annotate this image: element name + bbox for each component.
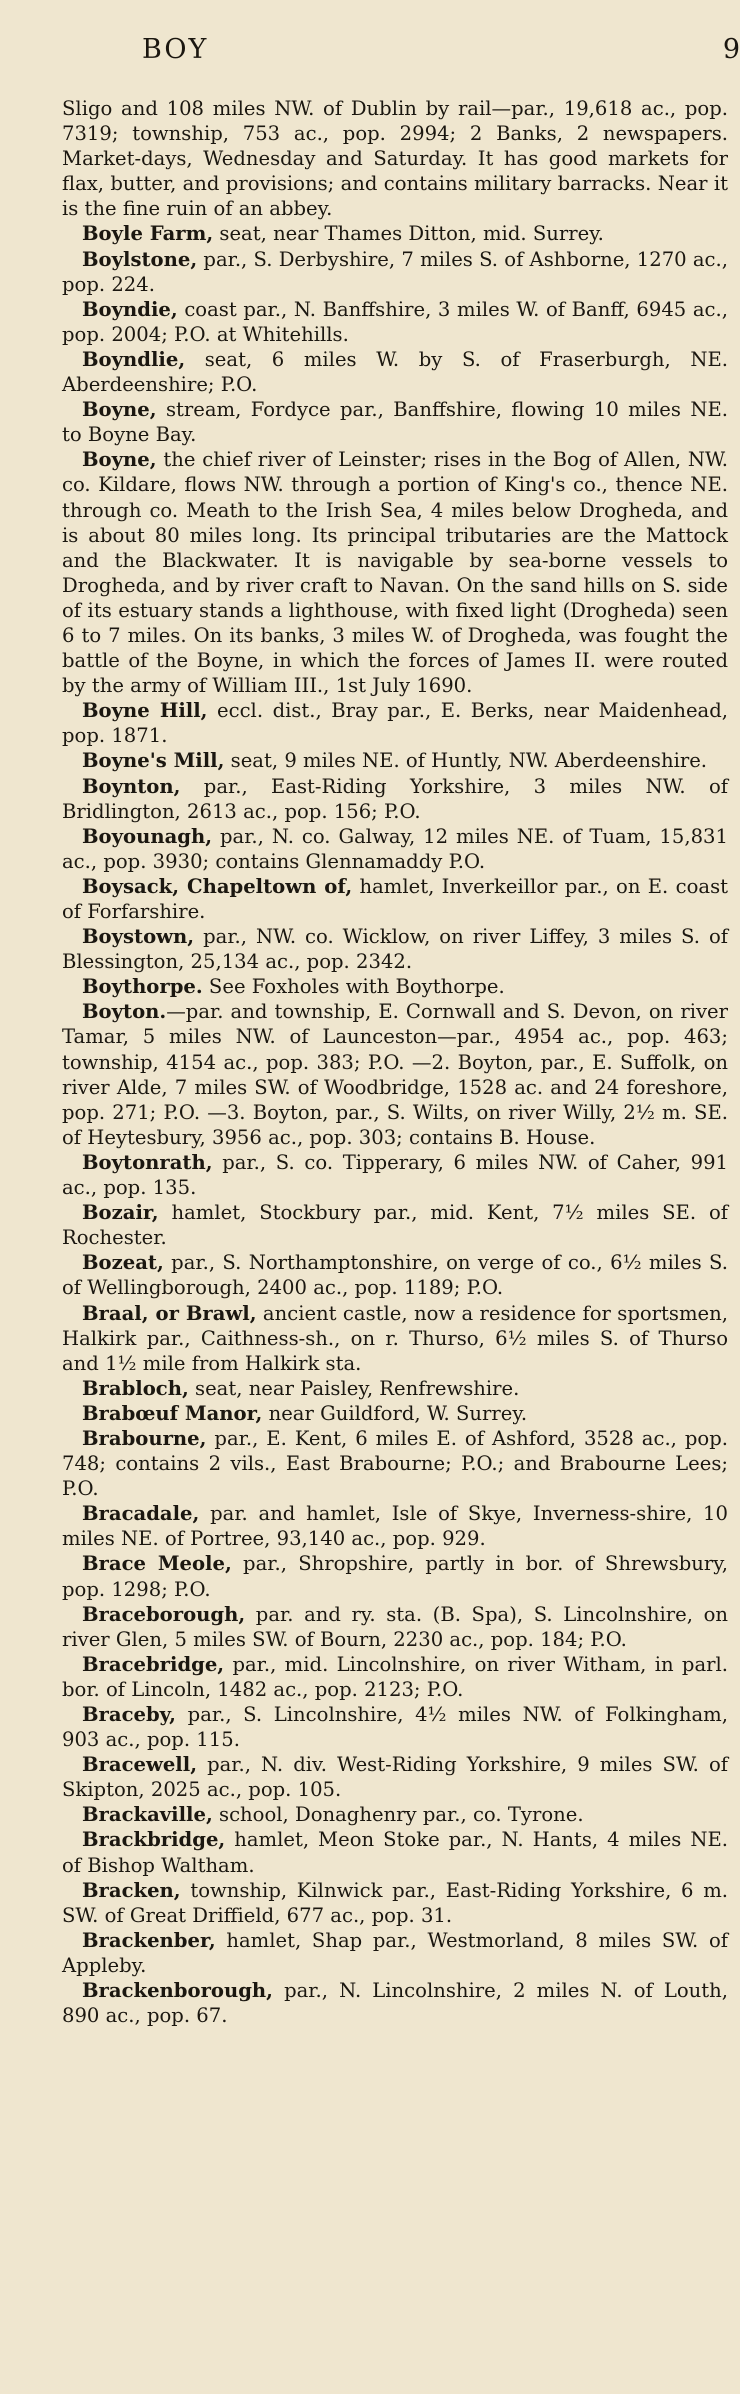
entry-headword: Boythorpe. [82, 975, 203, 999]
entry-text: par. and hamlet, Isle of Skye, Inverness-shire, 10 miles NE. of Portree, 93,140 ac., pop. 929. [62, 1502, 728, 1551]
entry-headword: Bracken, [82, 1878, 181, 1902]
page-header [62, 0, 740, 96]
entry-headword: Brabloch, [82, 1376, 189, 1400]
gazetteer-entry [62, 1200, 728, 1250]
gazetteer-entry [62, 774, 728, 824]
entry-headword: Braceborough, [82, 1602, 246, 1626]
entry-text: par., N. Lincolnshire, 2 miles N. of Louth, 890 ac., pop. 67. [62, 1979, 728, 2028]
entry-text: par., mid. Lincolnshire, on river Witham, in parl. bor. of Lincoln, 1482 ac., pop. 2123; P.O. [62, 1652, 728, 1701]
entry-text: par., N. div. West-Riding Yorkshire, 9 miles SW. of Skipton, 2025 ac., pop. 105. [62, 1753, 728, 1802]
gazetteer-entry [62, 1827, 728, 1877]
entry-headword: Boytonrath, [82, 1150, 213, 1174]
gazetteer-entry [62, 1301, 728, 1376]
entry-text: township, Kilnwick par., East-Riding Yorkshire, 6 m. SW. of Great Driffield, 677 ac., pop. 31. [62, 1878, 728, 1927]
entry-text: par., S. Lincolnshire, 4½ miles NW. of Folkingham, 903 ac., pop. 115. [62, 1703, 728, 1752]
gazetteer-entry [62, 748, 728, 773]
entry-text: par., S. Derbyshire, 7 miles S. of Ashborne, 1270 ac., pop. 224. [62, 247, 728, 296]
entry-text: coast par., N. Banffshire, 3 miles W. of Banff, 6945 ac., pop. 2004; P.O. at Whitehills. [62, 297, 728, 346]
entry-text: hamlet, Inverkeillor par., on E. coast of Forfarshire. [62, 874, 728, 923]
entry-text: hamlet, Meon Stoke par., N. Hants, 4 miles NE. of Bishop Waltham. [62, 1828, 728, 1877]
entry-headword: Boystown, [82, 925, 195, 949]
gazetteer-entry [62, 974, 728, 999]
entry-headword: Boylstone, [82, 247, 198, 271]
entry-headword: Bozair, [82, 1201, 159, 1225]
gazetteer-entry [62, 1702, 728, 1752]
gazetteer-entry [62, 447, 728, 698]
entry-headword: Braal, or Brawl, [82, 1301, 257, 1325]
gazetteer-entry [62, 1376, 728, 1401]
entry-headword: Boyne's Mill, [82, 749, 225, 773]
gazetteer-entry [62, 999, 728, 1150]
gazetteer-entry [62, 1602, 728, 1652]
entry-text: par., N. co. Galway, 12 miles NE. of Tuam, 15,831 ac., pop. 3930; contains Glennamaddy P.O. [62, 824, 728, 873]
gazetteer-entry [62, 397, 728, 447]
entry-text: —par. and township, E. Cornwall and S. Devon, on river Tamar, 5 miles NW. of Launceston—par., 4954 ac., pop. 463; township, 4154 ac., pop. 383; P.O. —2. Boyton, par., E. Suffolk, on river Alde, 7 miles SW. of Woodbridge, 1528 ac. and 24 foreshore, pop. 271; P.O. —3. Boyton, par., S. Wilts, on river Willy, 2½ m. SE. of Heytesbury, 3956 ac., pop. 303; contains B. House. [62, 1000, 728, 1149]
entry-headword: Boyounagh, [82, 824, 213, 848]
entry-text: par., S. Northamptonshire, on verge of co., 6½ miles S. of Wellingborough, 2400 ac., pop. 1189; P.O. [62, 1251, 728, 1300]
gazetteer-entry [62, 1426, 728, 1501]
entry-text: eccl. dist., Bray par., E. Berks, near Maidenhead, pop. 1871. [62, 699, 728, 748]
entry-text: par., Shropshire, partly in bor. of Shrewsbury, pop. 1298; P.O. [62, 1552, 728, 1601]
gazetteer-entry [62, 874, 728, 924]
entry-text: seat, 9 miles NE. of Huntly, NW. Aberdeenshire. [224, 749, 708, 773]
entry-headword: Brace Meole, [82, 1552, 232, 1576]
entry-text: ancient castle, now a residence for sportsmen, Halkirk par., Caithness-sh., on r. Thurso, 6½ miles S. of Thurso and 1½ mile from Halkirk sta. [62, 1301, 728, 1375]
entry-text: Sligo and 108 miles NW. of Dublin by rail—par., 19,618 ac., pop. 7319; township, 753 ac., pop. 2994; 2 Banks, 2 newspapers. Market-days, Wednesday and Saturday. It has good markets for flax, butter, and provisions; and contains military barracks. Near it is the fine ruin of an abbey. [62, 97, 728, 221]
entry-headword: Brabœuf Manor, [82, 1401, 263, 1425]
entry-headword: Bozeat, [82, 1251, 164, 1275]
entry-text: seat, near Thames Ditton, mid. Surrey. [213, 222, 604, 246]
entry-headword: Boyne, [82, 398, 157, 422]
gazetteer-entry [62, 924, 728, 974]
entry-headword: Boyle Farm, [82, 222, 214, 246]
entry-text: par. and ry. sta. (B. Spa), S. Lincolnshire, on river Glen, 5 miles SW. of Bourn, 2230 ac., pop. 184; P.O. [62, 1602, 728, 1651]
entry-text: See Foxholes with Boythorpe. [202, 975, 505, 999]
entry-text: par., NW. co. Wicklow, on river Liffey, 3 miles S. of Blessington, 25,134 ac., pop. 2342. [62, 925, 728, 974]
entry-headword: Bracewell, [82, 1753, 198, 1777]
entry-headword: Brackenborough, [82, 1979, 273, 2003]
gazetteer-entry [62, 221, 728, 246]
gazetteer-entry [62, 1878, 728, 1928]
entry-headword: Brackbridge, [82, 1828, 226, 1852]
entry-text: the chief river of Leinster; rises in the Bog of Allen, NW. co. Kildare, flows NW. through a portion of King's co., thence NE. through co. Meath to the Irish Sea, 4 miles below Drogheda, and is about 80 miles long. Its principal tributaries are the Mattock and the Blackwater. It is navigable by sea-borne vessels to Drogheda, and by river craft to Navan. On the sand hills on S. side of its estuary stands a lighthouse, with fixed light (Drogheda) seen 6 to 7 miles. On its banks, 3 miles W. of Drogheda, was fought the battle of the Boyne, in which the forces of James II. were routed by the army of William III., 1st July 1690. [62, 448, 728, 698]
gazetteer-entry [62, 1752, 728, 1802]
entry-headword: Braceby, [82, 1703, 177, 1726]
entry-text: par., East-Riding Yorkshire, 3 miles NW. of Bridlington, 2613 ac., pop. 156; P.O. [62, 774, 728, 823]
entry-headword: Bracadale, [82, 1502, 200, 1526]
gazetteer-entry [62, 1802, 728, 1827]
gazetteer-entry [62, 1928, 728, 1978]
gazetteer-entry [62, 347, 728, 397]
entry-text: hamlet, Stockbury par., mid. Kent, 7½ miles SE. of Rochester. [62, 1201, 728, 1250]
gazetteer-entry [62, 1978, 728, 2028]
gazetteer-entry [62, 96, 728, 221]
entry-text: seat, 6 miles W. by S. of Fraserburgh, NE. Aberdeenshire; P.O. [62, 347, 728, 397]
entry-headword: Bracebridge, [82, 1652, 225, 1676]
entry-headword: Boyndie, [82, 297, 178, 321]
entry-headword: Boysack, Chapeltown of, [82, 874, 353, 898]
entry-text: school, Donaghenry par., co. Tyrone. [212, 1803, 584, 1827]
gazetteer-entries [62, 96, 728, 2028]
gazetteer-entry [62, 1250, 728, 1300]
entry-headword: Brackaville, [82, 1803, 213, 1827]
gazetteer-entry [62, 1652, 728, 1702]
gazetteer-entry [62, 1551, 728, 1601]
entry-headword: Boyndlie, [82, 347, 186, 371]
entry-text: par., S. co. Tipperary, 6 miles NW. of Caher, 991 ac., pop. 135. [62, 1150, 728, 1200]
gazetteer-entry [62, 1150, 728, 1200]
gazetteer-entry [62, 247, 728, 297]
entry-text: stream, Fordyce par., Banffshire, flowing 10 miles NE. to Boyne Bay. [62, 398, 728, 447]
entry-headword: Boyne Hill, [82, 699, 208, 723]
gazetteer-entry [62, 824, 728, 874]
entry-headword: Brabourne, [82, 1426, 207, 1450]
entry-text: hamlet, Shap par., Westmorland, 8 miles SW. of Appleby. [62, 1928, 728, 1977]
gazetteer-entry [62, 297, 728, 347]
gazetteer-entry [62, 1501, 728, 1551]
entry-headword: Boyne, [82, 448, 157, 472]
entry-headword: Brackenber, [82, 1928, 216, 1952]
running-headword: BOY [142, 34, 209, 65]
entry-headword: Boyton. [82, 1000, 167, 1024]
entry-text: near Guildford, W. Surrey. [262, 1401, 528, 1425]
entry-headword: Boynton, [82, 774, 181, 798]
gazetteer-entry [62, 698, 728, 748]
entry-text: seat, near Paisley, Renfrewshire. [188, 1376, 520, 1400]
entry-text: par., E. Kent, 6 miles E. of Ashford, 3528 ac., pop. 748; contains 2 vils., East Brabourne; P.O.; and Brabourne Lees; P.O. [62, 1426, 728, 1501]
gazetteer-entry [62, 1401, 728, 1426]
page-number: 9 [722, 34, 740, 65]
